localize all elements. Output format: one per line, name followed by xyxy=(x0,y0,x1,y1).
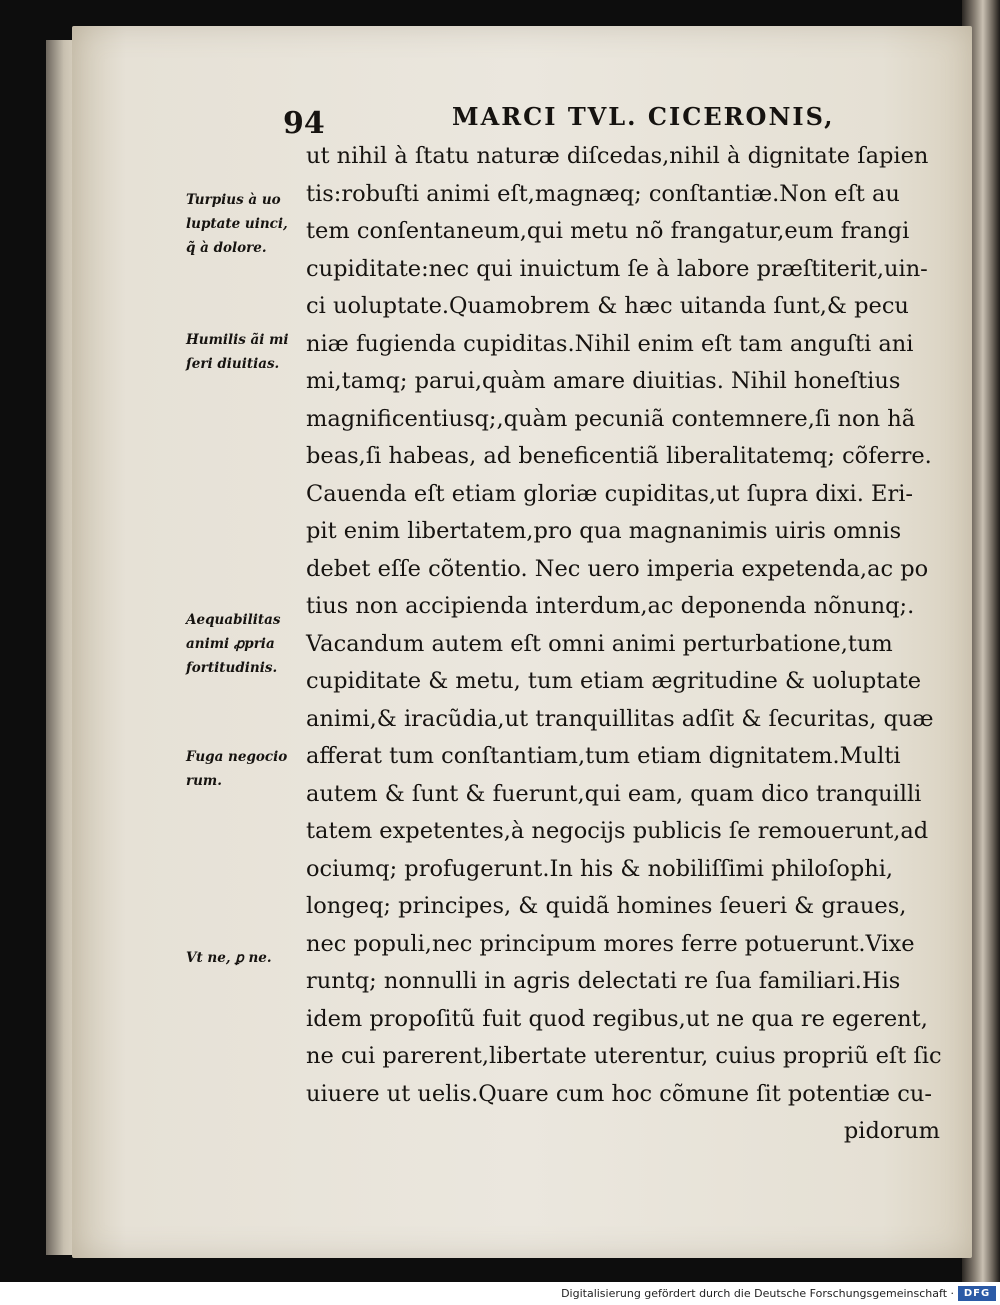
text-line: ne cui parerent,libertate uterentur, cuius propriũ eſt ſic xyxy=(306,1043,942,1069)
text-line: tis:robuſti animi eſt,magnæq; conſtantiæ.Non eſt au xyxy=(306,180,900,207)
marginal-note-2 xyxy=(186,328,289,376)
text-line: animi,& iracũdia,ut tranquillitas adſit & ſecuritas, quæ xyxy=(306,705,934,732)
funding-credit: Digitalisierung gefördert durch die Deutsche Forschungsgemeinschaft · xyxy=(561,1287,954,1300)
text-line: autem & ſunt & fuerunt,qui eam, quam dico tranquilli xyxy=(306,780,922,807)
text-line: longeq; principes, & quidã homines ſeueri & graues, xyxy=(306,893,907,919)
dfg-logo-icon: DFG xyxy=(958,1286,996,1301)
page-number: 94 xyxy=(283,106,325,141)
marginal-line: animi ꝓpria xyxy=(186,636,275,652)
marginal-line: Aequabilitas xyxy=(186,612,281,628)
text-line: magnificentiusq;,quàm pecuniã contemnere,ſi non hã xyxy=(306,405,916,432)
marginal-line: q̃ à dolore. xyxy=(186,240,267,256)
marginal-note-5 xyxy=(186,946,272,970)
marginal-line: fortitudinis. xyxy=(186,660,278,676)
marginal-note-1 xyxy=(186,188,288,260)
catchword-line: pidorum xyxy=(843,1118,940,1144)
body-text xyxy=(306,138,940,1151)
text-line: ociumq; profugerunt.In his & nobiliſſimi philoſophi, xyxy=(306,855,894,882)
marginal-line: Turpius à uo xyxy=(186,192,281,208)
marginal-line: Vt ne, ꝑ ne. xyxy=(186,950,272,966)
marginal-note-3 xyxy=(186,608,280,680)
text-line: ut nihil à ſtatu naturæ diſcedas,nihil à dignitate ſapien xyxy=(306,143,929,169)
marginal-line: rum. xyxy=(186,773,222,789)
text-line: debet eſſe cõtentio. Nec uero imperia expetenda,ac po xyxy=(306,555,929,582)
text-line: Cauenda eſt etiam gloriæ cupiditas,ut ſupra dixi. Eri- xyxy=(306,480,914,507)
marginal-note-4 xyxy=(186,745,287,793)
text-line: runtq; nonnulli in agris delectati re ſua familiari.His xyxy=(306,968,901,994)
running-head: MARCI TVL. CICERONIS, xyxy=(452,102,835,131)
marginal-line: ſeri diuitias. xyxy=(186,356,280,372)
marginal-line: Humilis ãi mi xyxy=(186,332,289,348)
marginal-line: Fuga negocio xyxy=(186,749,288,765)
text-line: beas,ſi habeas, ad beneficentiã liberalitatemq; cõferre. xyxy=(306,443,932,469)
text-line: pit enim libertatem,pro qua magnanimis uiris omnis xyxy=(306,518,902,544)
text-line: uiuere ut uelis.Quare cum hoc cõmune ſit potentiæ cu- xyxy=(306,1080,932,1107)
text-line: niæ fugienda cupiditas.Nihil enim eſt tam anguſti ani xyxy=(306,330,914,357)
marginal-line: luptate uinci, xyxy=(186,216,288,232)
text-line: idem propoſitũ fuit quod regibus,ut ne qua re egerent, xyxy=(306,1005,928,1032)
text-line: tatem expetentes,à negocijs publicis ſe remouerunt,ad xyxy=(306,818,929,844)
text-line: tem conſentaneum,qui metu nõ frangatur,eum frangi xyxy=(306,218,910,244)
text-line: nec populi,nec principum mores ferre potuerunt.Vixe xyxy=(306,930,915,957)
text-line: ci uoluptate.Quamobrem & hæc uitanda ſunt,& pecu xyxy=(306,293,909,319)
text-line: tius non accipienda interdum,ac deponenda nõnunq;. xyxy=(306,593,915,619)
footer-bar xyxy=(0,1282,1000,1305)
text-line: cupiditate & metu, tum etiam ægritudine & uoluptate xyxy=(306,668,922,694)
text-line: afferat tum conſtantiam,tum etiam dignitatem.Multi xyxy=(306,743,901,769)
text-line: mi,tamq; parui,quàm amare diuitias. Nihil honeſtius xyxy=(306,368,901,394)
text-line: cupiditate:nec qui inuictum ſe à labore præſtiterit,uin- xyxy=(306,255,928,282)
text-line: Vacandum autem eſt omni animi perturbatione,tum xyxy=(306,630,893,657)
